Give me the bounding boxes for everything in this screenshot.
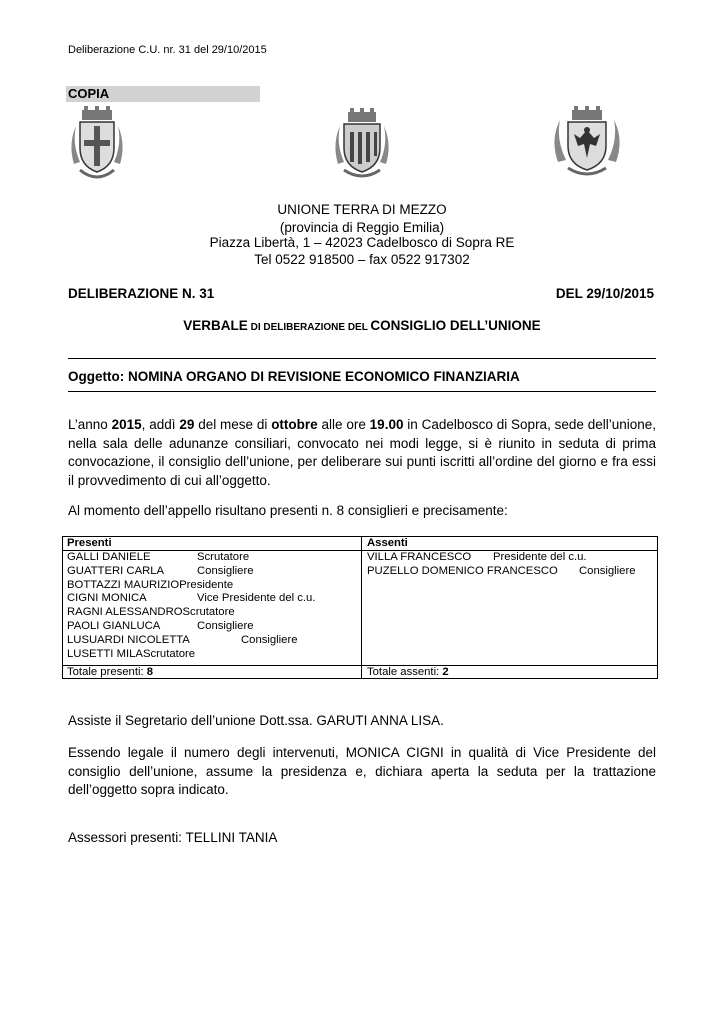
- member-name: PUZELLO DOMENICO FRANCESCO: [367, 564, 558, 577]
- deliberazione-date: DEL 29/10/2015: [555, 286, 654, 301]
- totale-presenti-value: 8: [146, 666, 154, 678]
- table-row: [367, 551, 636, 565]
- assessori-paragraph: Assessori presenti: TELLINI TANIA: [68, 830, 278, 845]
- totale-presenti: [67, 666, 153, 680]
- table-row: [67, 634, 315, 648]
- member-name: BOTTAZZI MAURIZIO: [67, 578, 180, 591]
- member-role: Presidente: [179, 578, 234, 591]
- verbale-title: [0, 318, 724, 333]
- presenti-header: Presenti: [67, 537, 112, 549]
- totale-presenti-label: Totale presenti:: [67, 666, 147, 678]
- member-role: Presidente del c.u.: [493, 551, 587, 563]
- org-name: UNIONE TERRA DI MEZZO: [277, 202, 447, 217]
- member-role: Consigliere: [241, 633, 298, 646]
- member-role: Consigliere: [197, 619, 254, 632]
- table-row: [67, 551, 315, 565]
- verbale-title-part2: DI DELIBERAZIONE DEL: [247, 322, 371, 333]
- intro-day: 29: [179, 417, 195, 432]
- intro-text: , addì: [141, 417, 180, 432]
- table-column-divider: [361, 537, 362, 678]
- divider: [68, 391, 656, 392]
- member-name: GALLI DANIELE: [67, 551, 151, 563]
- intro-hour: 19.00: [369, 417, 404, 432]
- member-name: PAOLI GIANLUCA: [67, 619, 161, 632]
- member-role: Scrutatore: [182, 606, 235, 619]
- table-row: [67, 620, 315, 634]
- member-name: LUSUARDI NICOLETTA: [67, 633, 190, 646]
- member-name: LUSETTI MILA: [67, 647, 143, 660]
- totale-assenti-value: 2: [442, 666, 449, 678]
- table-row: [67, 565, 315, 579]
- copia-label: COPIA: [66, 86, 260, 102]
- left-crest-icon: [66, 104, 128, 184]
- org-phone: Tel 0522 918500 – fax 0522 917302: [254, 252, 470, 267]
- right-crest-icon: [550, 104, 624, 178]
- member-name: VILLA FRANCESCO: [367, 551, 472, 563]
- intro-text: L’anno: [68, 417, 112, 432]
- appello-paragraph: Al momento dell’appello risultano presenti n. 8 consiglieri e precisamente:: [68, 503, 508, 518]
- table-row: [67, 579, 315, 593]
- member-role: Consigliere: [579, 564, 636, 577]
- presenti-list: [67, 551, 315, 661]
- intro-text: del mese di: [194, 417, 272, 432]
- org-province: (provincia di Reggio Emilia): [279, 220, 445, 235]
- intro-text: alle ore: [317, 417, 370, 432]
- intro-year: 2015: [111, 417, 142, 432]
- legale-paragraph: Essendo legale il numero degli intervenuti, MONICA CIGNI in qualità di Vice Presidente del consiglio dell’unione, assume la presidenza e, dichiara aperta la seduta per la trattazione dell’oggetto sopra indicato.: [68, 745, 656, 798]
- member-name: RAGNI ALESSANDRO: [67, 606, 183, 619]
- document-header-reference: Deliberazione C.U. nr. 31 del 29/10/2015: [68, 44, 267, 56]
- intro-paragraph: [68, 416, 656, 490]
- totale-assenti: [367, 666, 449, 680]
- member-role: Scrutatore: [142, 647, 196, 660]
- table-row: [67, 606, 315, 620]
- member-role: Vice Presidente del c.u.: [197, 592, 316, 605]
- verbale-title-part3: CONSIGLIO DELL’UNIONE: [370, 318, 541, 333]
- member-name: GUATTERI CARLA: [67, 564, 165, 577]
- center-crest-icon: [332, 108, 392, 182]
- table-row: [67, 592, 315, 606]
- intro-month: ottobre: [271, 417, 318, 432]
- member-name: CIGNI MONICA: [67, 592, 147, 605]
- org-address: Piazza Libertà, 1 – 42023 Cadelbosco di Sopra RE: [209, 235, 515, 250]
- divider: [68, 358, 656, 359]
- member-role: Scrutatore: [197, 551, 250, 563]
- oggetto-line: Oggetto: NOMINA ORGANO DI REVISIONE ECONOMICO FINANZIARIA: [68, 369, 520, 384]
- member-role: Consigliere: [197, 564, 254, 577]
- assenti-list: [367, 551, 636, 579]
- attendance-table: [62, 536, 658, 679]
- totale-assenti-label: Totale assenti:: [367, 666, 443, 678]
- table-row: [67, 648, 315, 662]
- segretario-paragraph: Assiste il Segretario dell’unione Dott.ssa. GARUTI ANNA LISA.: [68, 713, 444, 728]
- intro-text: in Cadelbosco di Sopra, sede dell’unione, nella sala delle adunanze consiliari, convocato nei modi legge, si è riunito in seduta di prima convocazione, il consiglio dell’unione, per deliberare sui punti iscritti all’ordine del giorno e fra essi il provvedimento di cui all’oggetto.: [68, 417, 657, 488]
- verbale-title-part1: VERBALE: [183, 318, 248, 333]
- assenti-header: Assenti: [367, 537, 408, 549]
- table-row: [367, 565, 636, 579]
- deliberazione-number: DELIBERAZIONE N. 31: [68, 286, 215, 301]
